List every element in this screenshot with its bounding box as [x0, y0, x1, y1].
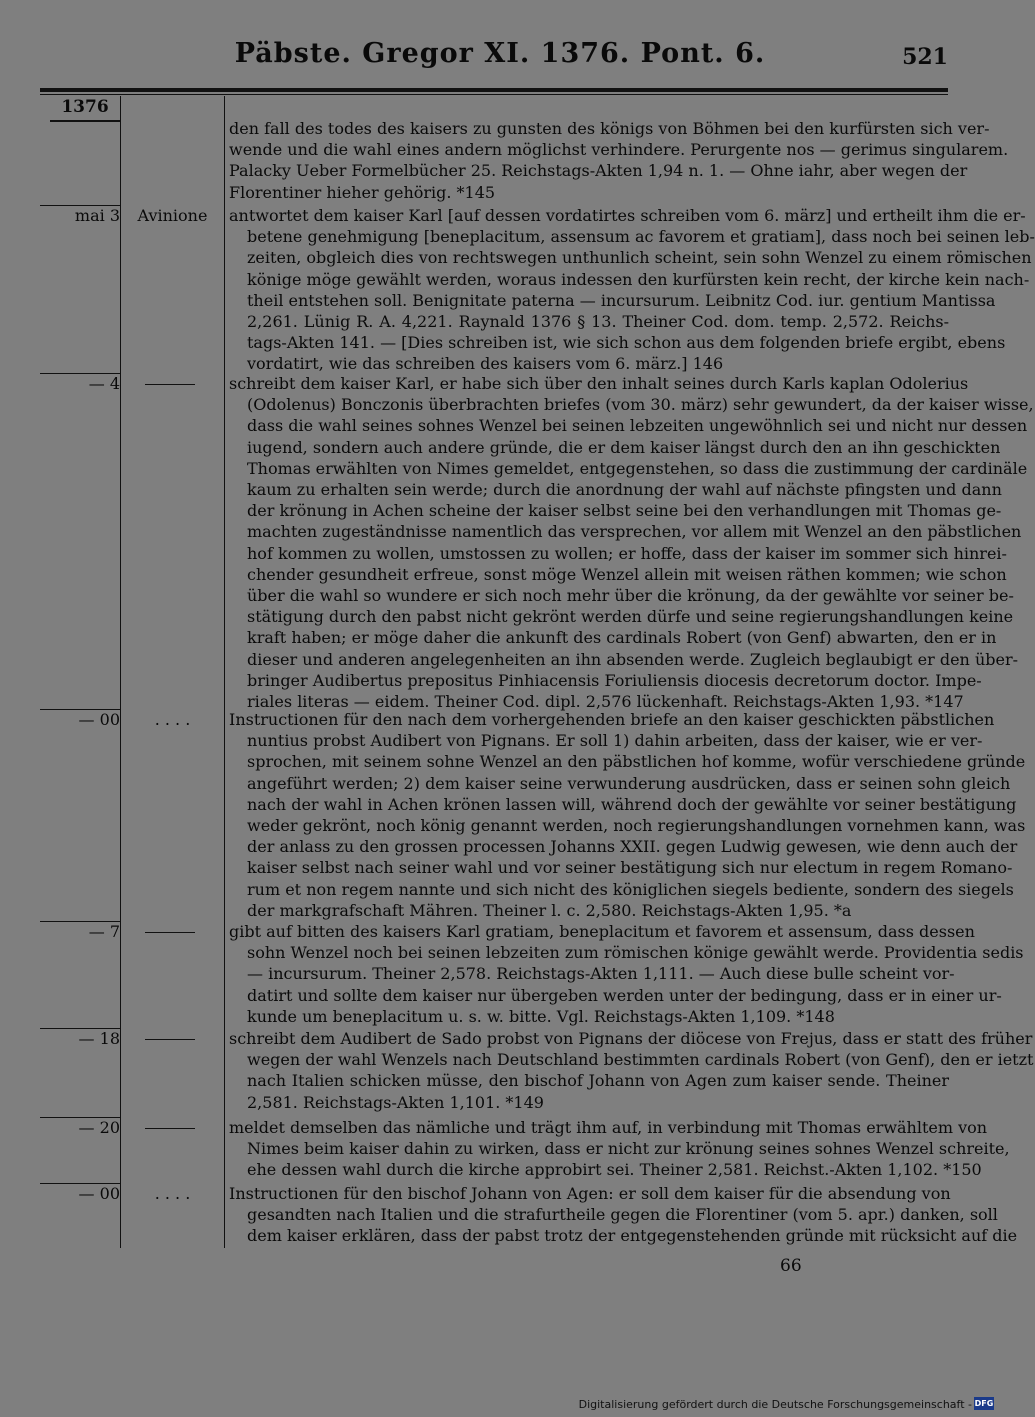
text-line: chender gesundheit erfreue, sonst möge Wenzel allein mit weisen räthen kommen; wie schon	[247, 564, 1007, 584]
text-line: dass die wahl seines sohnes Wenzel bei seinen lebzeiten ungewöhnlich sei und nicht nur dessen	[247, 416, 1028, 436]
text-line: der anlass zu den grossen processen Johanns XXII. gegen Ludwig gewesen, wie denn auch der	[247, 837, 1018, 857]
entry-text	[229, 709, 1026, 921]
text-line: theil entstehen soll. Benignitate paterna — incursurum. Leibnitz Cod. iur. gentium Mantissa	[247, 290, 996, 310]
signature-mark: 66	[780, 1256, 802, 1276]
text-line: kunde um beneplacitum u. s. w. bitte. Vgl. Reichstags-Akten 1,109. *148	[247, 1006, 835, 1026]
entry-text	[229, 205, 1035, 375]
entry-text	[229, 118, 1009, 203]
text-line: dem kaiser erklären, dass der pabst trotz der entgegenstehenden gründe mit rücksicht auf die	[247, 1226, 1018, 1246]
entry-place-dash	[145, 932, 195, 933]
text-line: Instructionen für den bischof Johann von Agen: er soll dem kaiser für die absendung von	[229, 1184, 951, 1203]
text-line: betene genehmigung [beneplacitum, assensum ac favorem et gratiam], dass noch bei seinen leb-	[247, 227, 1035, 247]
entry-text	[229, 1117, 1010, 1181]
text-line: 2,581. Reichstags-Akten 1,101. *149	[247, 1092, 544, 1112]
text-line: wende und die wahl eines andern möglichst verhindere. Perurgente nos — gerimus singularem.	[229, 140, 1009, 160]
text-line: den fall des todes des kaisers zu gunsten des königs von Böhmen bei den kurfürsten sich ver-	[229, 119, 990, 138]
text-line: Thomas erwählten von Nimes gemeldet, entgegenstehen, so dass die zustimmung der cardinäle	[247, 458, 1028, 478]
text-line: riales literas — eidem. Theiner Cod. dipl. 2,576 lückenhaft. Reichstags-Akten 1,93. *147	[247, 692, 964, 712]
text-line: weder gekrönt, noch könig genannt werden, noch regierungshandlungen vornehmen kann, was	[247, 816, 1026, 836]
text-line: Palacky Ueber Formelbücher 25. Reichstags-Akten 1,94 n. 1. — Ohne iahr, aber wegen der	[229, 161, 968, 181]
text-line: dieser und anderen angelegenheiten an ihn absenden werde. Zugleich beglaubigt er den über-	[247, 649, 1019, 669]
text-line: sprochen, mit seinem sohne Wenzel an den päbstlichen hof komme, wofür verschiedene gründe	[247, 752, 1026, 772]
entry-text	[229, 1028, 1034, 1113]
entry-date: — 18	[78, 1029, 120, 1048]
entry-date: — 7	[88, 922, 120, 941]
entry-date: mai 3	[74, 206, 120, 225]
entry-place-dash	[145, 1128, 195, 1129]
text-line: der krönung in Achen scheine der kaiser selbst seine bei den verhandlungen mit Thomas ge-	[247, 501, 1002, 521]
text-line: Nimes beim kaiser dahin zu wirken, dass er nicht zur krönung seines sohnes Wenzel schreite,	[247, 1139, 1010, 1159]
text-line: — incursurum. Theiner 2,578. Reichstags-Akten 1,111. — Auch diese bulle scheint vor-	[247, 964, 955, 984]
entry-date: — 00	[78, 1184, 120, 1203]
column-divider-date	[120, 96, 121, 1248]
entry-place: . . . .	[154, 710, 191, 729]
digitization-credit: Digitalisierung gefördert durch die Deutsche Forschungsgemeinschaft -	[578, 1398, 972, 1411]
text-line: hof kommen zu wollen, umstossen zu wollen; er hoffe, dass der kaiser im sommer sich hinrei-	[247, 543, 1007, 563]
year-label: 1376	[61, 97, 109, 117]
text-line: kaum zu erhalten sein werde; durch die anordnung der wahl auf nächste pfingsten und dann	[247, 480, 1002, 500]
text-line: über die wahl so wundere er sich noch mehr über die krönung, da der gewählte vor seiner be-	[247, 586, 1014, 606]
page-number: 521	[902, 44, 948, 70]
entry-date: — 4	[88, 374, 120, 393]
entry-place-dash	[145, 384, 195, 385]
column-divider-place	[224, 96, 225, 1248]
text-line: (Odolenus) Bonczonis überbrachten briefes (vom 30. märz) sehr gewundert, da der kaiser wisse,	[247, 395, 1034, 415]
text-line: stätigung durch den pabst nicht gekrönt werden dürfe und seine regierungshandlungen keine	[247, 607, 1014, 627]
text-line: datirt und sollte dem kaiser nur übergeben werden unter der bedingung, dass er in einer ur-	[247, 985, 1002, 1005]
text-line: schreibt dem kaiser Karl, er habe sich über den inhalt seines durch Karls kaplan Odolerius	[229, 374, 969, 393]
entry-place: . . . .	[154, 1184, 191, 1203]
text-line: 2,261. Lünig R. A. 4,221. Raynald 1376 § 13. Theiner Cod. dom. temp. 2,572. Reichs-	[247, 312, 949, 332]
text-line: tags-Akten 141. — [Dies schreiben ist, wie sich schon aus dem folgenden briefe ergibt, ebens	[247, 333, 1006, 353]
text-line: vordatirt, wie das schreiben des kaisers vom 6. märz.] 146	[247, 354, 724, 374]
text-line: könige möge gewählt werden, woraus indessen den kurfürsten kein recht, der kirche kein nach-	[247, 269, 1030, 289]
text-line: nach der wahl in Achen krönen lassen will, während doch der gewählte vor seiner bestätigung	[247, 794, 1017, 814]
entry-date: — 00	[78, 710, 120, 729]
text-line: Instructionen für den nach dem vorhergehenden briefe an den kaiser geschickten päbstlichen	[229, 710, 995, 729]
entry-text	[229, 921, 1024, 1027]
text-line: angeführt werden; 2) dem kaiser seine verwunderung ausdrücken, dass er seinen sohn gleich	[247, 773, 1011, 793]
text-line: der markgrafschaft Mähren. Theiner l. c. 2,580. Reichstags-Akten 1,95. *a	[247, 900, 852, 920]
text-line: meldet demselben das nämliche und trägt ihm auf, in verbindung mit Thomas erwähltem von	[229, 1118, 988, 1137]
entry-date: — 20	[78, 1118, 120, 1137]
text-line: gibt auf bitten des kaisers Karl gratiam, beneplacitum et favorem et assensum, dass dessen	[229, 922, 975, 941]
text-line: wegen der wahl Wenzels nach Deutschland bestimmten cardinals Robert (von Genf), den er ietzt	[247, 1050, 1034, 1070]
text-line: kraft haben; er möge daher die ankunft des cardinals Robert (von Genf) abwarten, den er in	[247, 628, 997, 648]
entry-place: Avinione	[137, 206, 208, 225]
text-line: Florentiner hieher gehörig. *145	[229, 182, 496, 202]
text-line: rum et non regem nannte und sich nicht des königlichen siegels bediente, sondern des siegels	[247, 879, 1014, 899]
text-line: ehe dessen wahl durch die kirche approbirt sei. Theiner 2,581. Reichst.-Akten 1,102. *150	[247, 1160, 982, 1180]
text-line: gesandten nach Italien und die strafurtheile gegen die Florentiner (vom 5. apr.) danken, soll	[247, 1205, 998, 1225]
year-underline	[50, 120, 120, 122]
text-line: sohn Wenzel noch bei seinen lebzeiten zum römischen könige gewählt werde. Providentia sedis	[247, 943, 1024, 963]
text-line: antwortet dem kaiser Karl [auf dessen vordatirtes schreiben vom 6. märz] und ertheilt ihm die er-	[229, 206, 1026, 225]
text-line: bringer Audibertus prepositus Pinhiacensis Foriuliensis diocesis decretorum doctor. Impe-	[247, 670, 982, 690]
entry-text	[229, 373, 1034, 712]
text-line: iugend, sondern auch andere gründe, die er dem kaiser längst durch den an ihn geschickten	[247, 437, 1001, 457]
entry-place-dash	[145, 1039, 195, 1040]
text-line: schreibt dem Audibert de Sado probst von Pignans der diöcese von Frejus, dass er statt des früher	[229, 1029, 1033, 1048]
text-line: nuntius probst Audibert von Pignans. Er soll 1) dahin arbeiten, dass der kaiser, wie er ver-	[247, 731, 983, 751]
text-line: machten zugeständnisse namentlich das versprechen, vor allem mit Wenzel an den päbstlichen	[247, 522, 1022, 542]
text-line: zeiten, obgleich dies von rechtswegen unthunlich scheint, sein sohn Wenzel zu einem römischen	[247, 248, 1032, 268]
entry-text	[229, 1183, 1018, 1247]
header-rule-thick	[40, 88, 948, 92]
text-line: nach Italien schicken müsse, den bischof Johann von Agen zum kaiser sende. Theiner	[247, 1071, 949, 1091]
dfg-logo: DFG	[974, 1399, 994, 1408]
header-rule-thin	[40, 94, 948, 95]
text-line: kaiser selbst nach seiner wahl und vor seiner bestätigung sich nur electum in regem Romano-	[247, 858, 1013, 878]
page-header-title: Päbste. Gregor XI. 1376. Pont. 6.	[234, 38, 766, 69]
